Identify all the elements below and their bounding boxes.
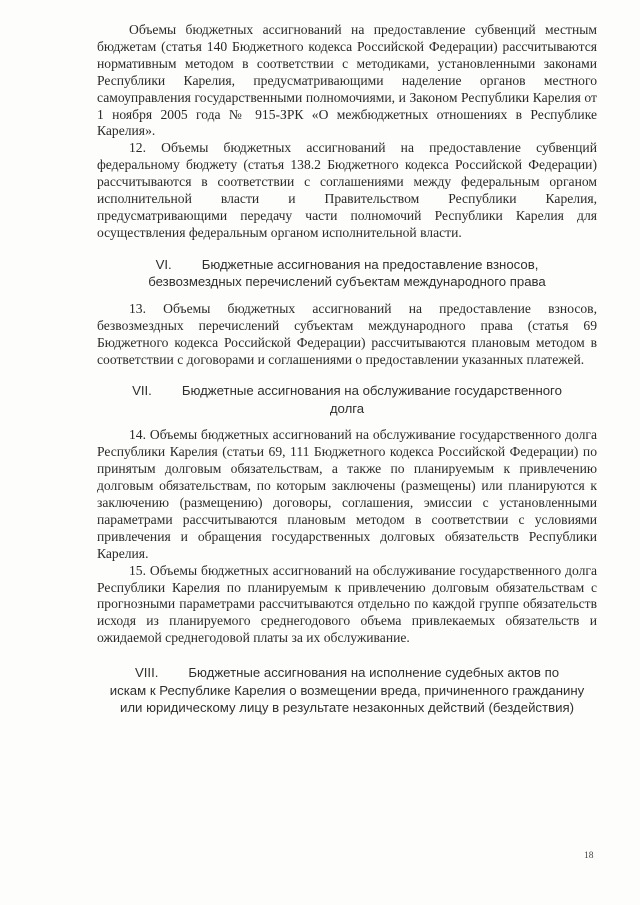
section-title-vii-line1: Бюджетные ассигнования на обслуживание государственного — [181, 383, 562, 399]
document-body — [97, 22, 597, 717]
section-heading-vi — [97, 256, 597, 291]
paragraph-13: 13. Объемы бюджетных ассигнований на предоставление взносов, безвозмездных перечислений субъектам международного права (статья 69 Бюджетного кодекса Российской Федерации) рассчитываются плановым методом в соответствии с договорами и соглашениями о предоставлении указанных платежей. — [97, 300, 597, 367]
section-heading-viii — [97, 664, 597, 717]
paragraph-14: 14. Объемы бюджетных ассигнований на обслуживание государственного долга Республики Карелия (статьи 69, 111 Бюджетного кодекса Российской Федерации) по принятым долговым обязательствам, а также по планируемым к привлечению долговым обязательствам, по которым заключены (размещены) или планируются к заключению (размещению) договоры, соглашения, эмиссии с установленными параметрами рассчитываются плановым методом в соответствии с условиями привлечения и обращения государственных долговых обязательств Республики Карелия. — [97, 427, 597, 561]
section-number-vi: VI. — [155, 256, 172, 272]
section-title-vi-line2: безвозмездных перечислений субъектам международного права — [148, 274, 546, 290]
paragraph-12: 12. Объемы бюджетных ассигнований на предоставление субвенций федеральному бюджету (статья 138.2 Бюджетного кодекса Российской Федерации) рассчитываются в соответствии с соглашениями между федеральным органом исполнительной власти и Правительством Республики Карелия, предусматривающими передачу части полномочий Республики Карелия для осуществления федеральным органом исполнительной власти. — [97, 140, 597, 240]
section-heading-vii — [97, 382, 597, 417]
page-number: 18 — [584, 851, 594, 861]
section-title-viii-line2: искам к Республике Карелия о возмещении вреда, причиненного гражданину — [109, 682, 585, 698]
section-title-vii-line2: долга — [329, 400, 365, 416]
section-number-vii: VII. — [132, 383, 152, 399]
paragraph-15: 15. Объемы бюджетных ассигнований на обслуживание государственного долга Республики Карелия по планируемым к привлечению долговым обязательствам с прогнозными параметрами рассчитываются отдельно по каждой группе обязательств исходя из планируемого среднегодового объема привлекаемых обязательств и ожидаемой среднегодовой платы за их обслуживание. — [97, 562, 597, 646]
section-title-vi-line1: Бюджетные ассигнования на предоставление взносов, — [201, 256, 539, 272]
section-title-viii-line1: Бюджетные ассигнования на исполнение судебных актов по — [188, 665, 560, 681]
paragraph-subventions-local-budgets: Объемы бюджетных ассигнований на предоставление субвенций местным бюджетам (статья 140 Бюджетного кодекса Российской Федерации) рассчитываются нормативным методом в соответствии с методиками, установленными законами Республики Карелия, предусматривающими наделение органов местного самоуправления государственными полномочиями, и Законом Республики Карелия от 1 ноября 2005 года № 915-ЗРК «О межбюджетных отношениях в Республике Карелия». — [97, 22, 597, 139]
section-title-viii-line3: или юридическому лицу в результате незаконных действий (бездействия) — [120, 700, 574, 716]
section-number-viii: VIII. — [134, 665, 159, 681]
